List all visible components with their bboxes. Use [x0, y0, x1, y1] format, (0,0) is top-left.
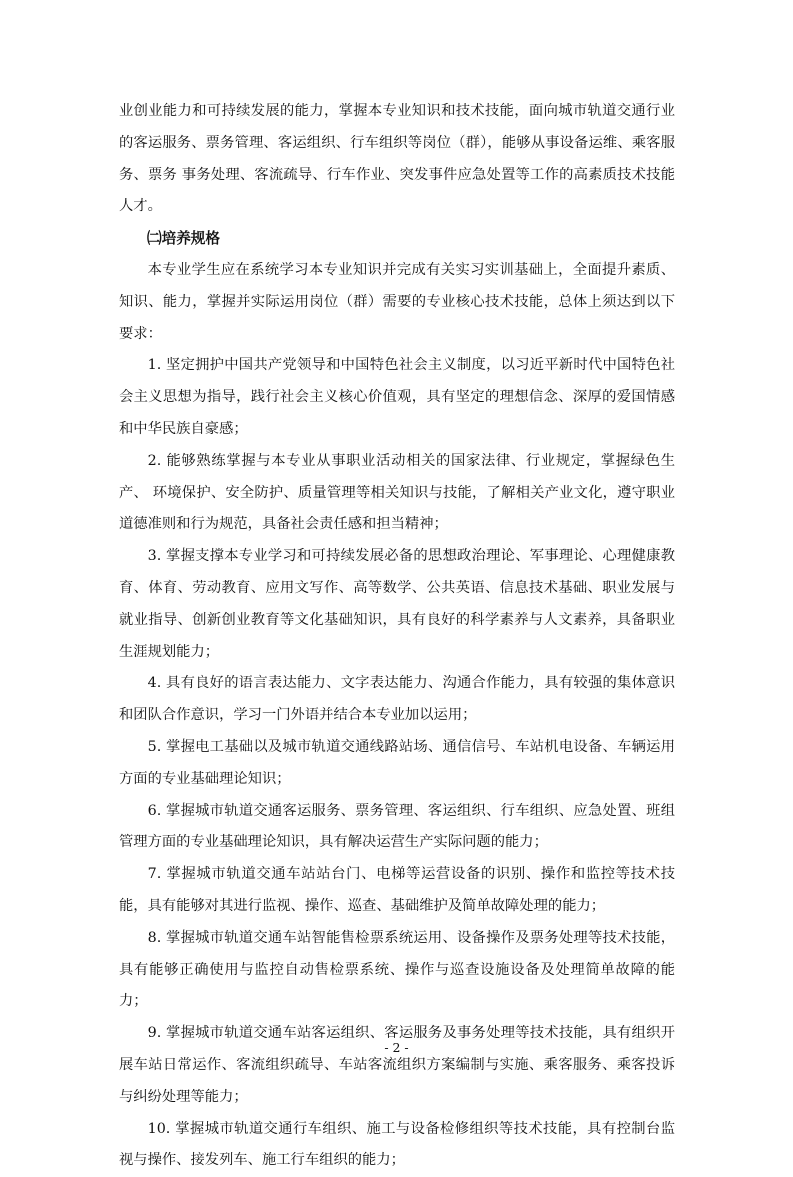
requirement-item-3: 3. 掌握支撑本专业学习和可持续发展必备的思想政治理论、军事理论、心理健康教育、体育、劳动教育、应用文写作、高等数学、公共英语、信息技术基础、职业发展与就业指导、创新创业教育等文化基础知识，具有良好的科学素养与人文素养，具备职业生涯规划能力； [119, 541, 675, 668]
requirement-item-4: 4. 具有良好的语言表达能力、文字表达能力、沟通合作能力，具有较强的集体意识和团队合作意识，学习一门外语并结合本专业加以运用； [119, 668, 675, 732]
requirement-item-6: 6. 掌握城市轨道交通客运服务、票务管理、客运组织、行车组织、应急处置、班组管理方面的专业基础理论知识，具有解决运营生产实际问题的能力； [119, 796, 675, 860]
section-heading: ㈡培养规格 [119, 223, 675, 255]
requirement-item-7: 7. 掌握城市轨道交通车站站台门、电梯等运营设备的识别、操作和监控等技术技能，具有能够对其进行监视、操作、巡查、基础维护及简单故障处理的能力； [119, 859, 675, 923]
requirement-item-2: 2. 能够熟练掌握与本专业从事职业活动相关的国家法律、行业规定，掌握绿色生产、 环境保护、安全防护、质量管理等相关知识与技能，了解相关产业文化，遵守职业道德准则和行为规范，具备社会责任感和担当精神； [119, 446, 675, 541]
requirement-item-5: 5. 掌握电工基础以及城市轨道交通线路站场、通信信号、车站机电设备、车辆运用方面的专业基础理论知识； [119, 732, 675, 796]
lead-paragraph: 本专业学生应在系统学习本专业知识并完成有关实习实训基础上，全面提升素质、知识、能力，掌握并实际运用岗位（群）需要的专业核心技术技能，总体上须达到以下要求： [119, 255, 675, 350]
requirement-item-8: 8. 掌握城市轨道交通车站智能售检票系统运用、设备操作及票务处理等技术技能，具有能够正确使用与监控自动售检票系统、操作与巡查设施设备及处理简单故障的能力； [119, 923, 675, 1018]
requirement-item-9: 9. 掌握城市轨道交通车站客运组织、客运服务及事务处理等技术技能，具有组织开展车站日常运作、客流组织疏导、车站客流组织方案编制与实施、乘客服务、乘客投诉与纠纷处理等能力； [119, 1018, 675, 1113]
page-number: - 2 - [0, 1040, 793, 1056]
page-content [119, 96, 675, 1177]
intro-paragraph: 业创业能力和可持续发展的能力，掌握本专业知识和技术技能，面向城市轨道交通行业的客运服务、票务管理、客运组织、行车组织等岗位（群），能够从事设备运维、乘客服务、票务 事务处理、客流疏导、行车作业、突发事件应急处置等工作的高素质技术技能人才。 [119, 96, 675, 223]
requirement-item-10: 10. 掌握城市轨道交通行车组织、施工与设备检修组织等技术技能，具有控制台监视与操作、接发列车、施工行车组织的能力； [119, 1114, 675, 1177]
requirement-item-1: 1. 坚定拥护中国共产党领导和中国特色社会主义制度，以习近平新时代中国特色社会主义思想为指导，践行社会主义核心价值观，具有坚定的理想信念、深厚的爱国情感和中华民族自豪感； [119, 350, 675, 445]
